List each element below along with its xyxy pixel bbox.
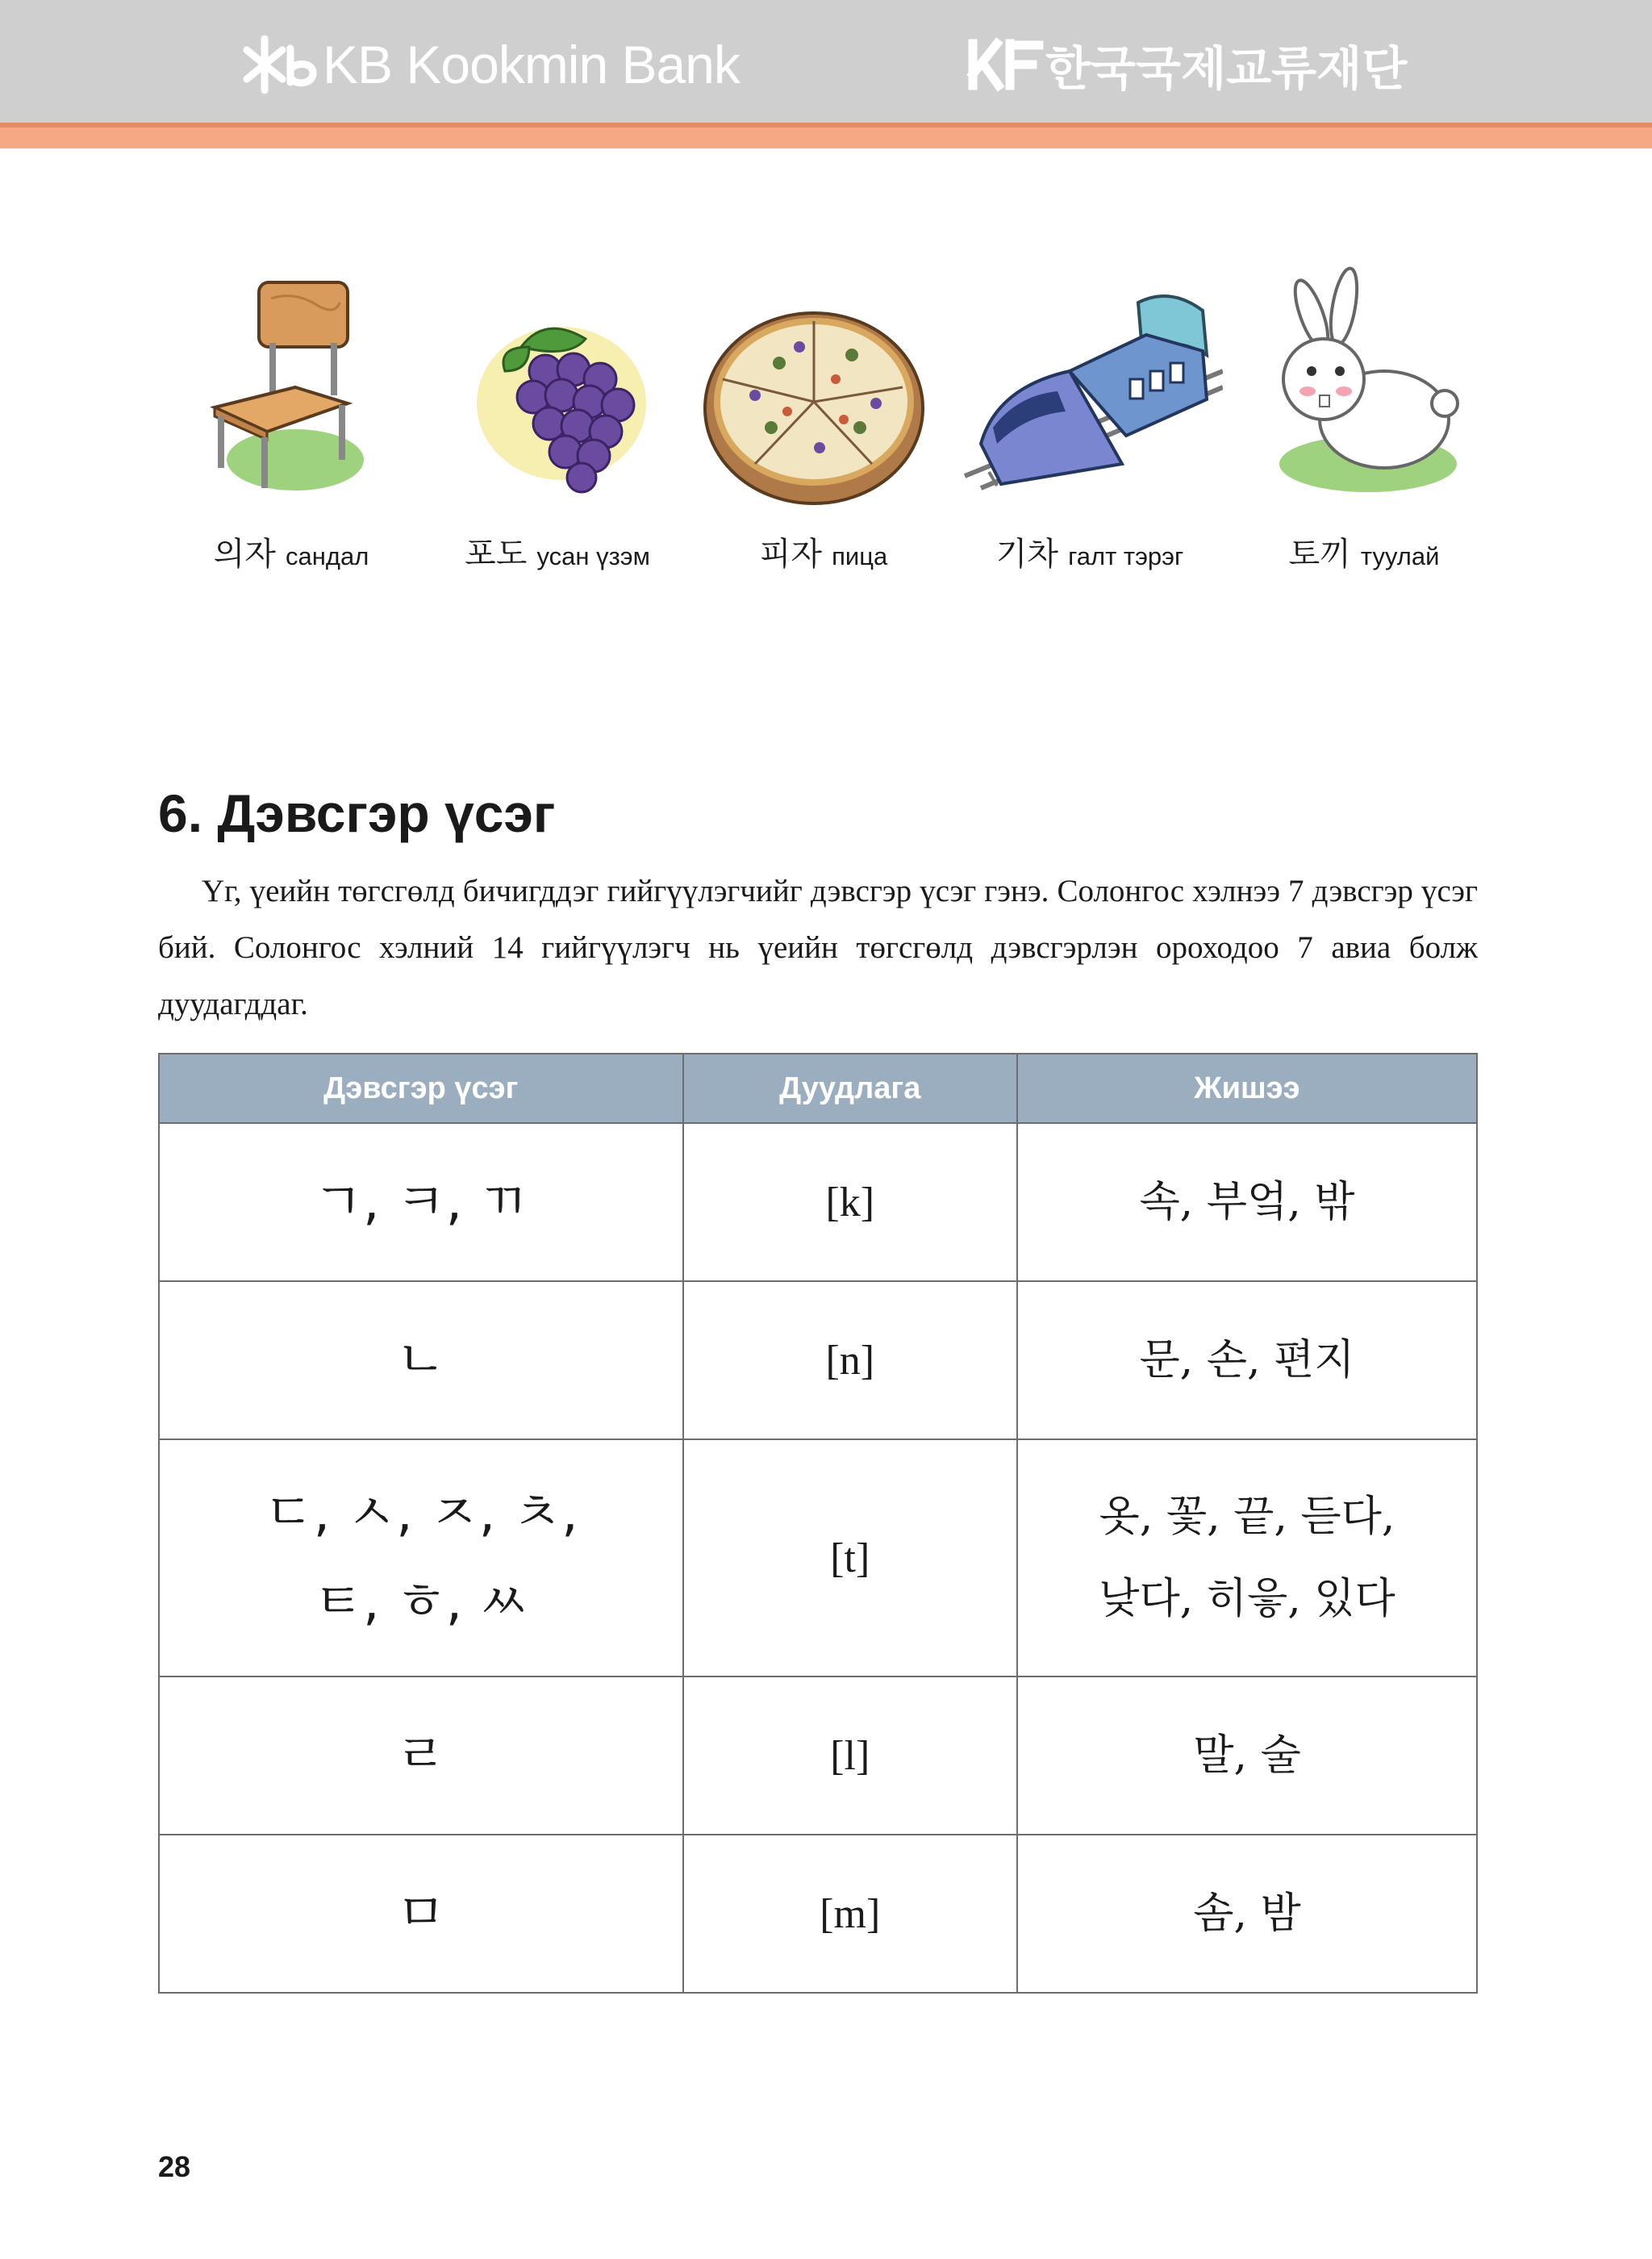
grapes-icon xyxy=(424,266,690,508)
korean-word: 포도 xyxy=(465,536,528,573)
vocabulary-illustrations xyxy=(158,266,1497,589)
rabbit-icon xyxy=(1231,266,1497,508)
korean-word: 피자 xyxy=(759,536,823,573)
final-consonants-table xyxy=(158,1053,1478,1994)
final-letters-line: ㅌ, ㅎ, ㅆ xyxy=(313,1572,529,1632)
illustration-item xyxy=(158,266,424,589)
column-header-examples: Жишээ xyxy=(1017,1054,1477,1123)
final-letters-cell: ㄱ, ㅋ, ㄲ xyxy=(159,1123,683,1281)
illustration-caption xyxy=(1231,528,1497,574)
final-letters-cell xyxy=(159,1439,683,1677)
table-header-row xyxy=(159,1054,1477,1123)
illustration-caption xyxy=(158,528,424,574)
pronunciation-cell: [k] xyxy=(683,1123,1017,1281)
column-header-letters: Дэвсгэр үсэг xyxy=(159,1054,683,1123)
pizza-icon xyxy=(690,266,957,508)
final-letters-cell: ㄴ xyxy=(159,1281,683,1439)
pronunciation-cell: [n] xyxy=(683,1281,1017,1439)
train-icon xyxy=(957,266,1223,508)
illustration-caption xyxy=(957,528,1223,574)
example-cell: 속, 부엌, 밖 xyxy=(1017,1123,1477,1281)
illustration-item xyxy=(690,266,957,589)
pronunciation-cell: [t] xyxy=(683,1439,1017,1677)
korean-word: 토끼 xyxy=(1288,536,1351,573)
illustration-caption xyxy=(690,528,957,574)
table-row xyxy=(159,1439,1477,1677)
table-row xyxy=(159,1835,1477,1993)
header-accent-line xyxy=(0,123,1652,127)
kb-brand-name: KB Kookmin Bank xyxy=(323,35,740,94)
kf-foundation-brand xyxy=(965,32,1407,97)
final-letters-cell: ㅁ xyxy=(159,1835,683,1993)
section-paragraph: Үг, үеийн төгсгөлд бичигддэг гийгүүлэгчийг дэвсгэр үсэг гэнэ. Солонгос хэлнээ 7 дэвсгэр үсэг бий. Солонгос хэлний 14 гийгүүлэгч нь үеийн төгсгөлд дэвсгэрлэн ороходоо 7 авиа болж дуудагддаг. xyxy=(158,874,1478,1021)
example-cell: 문, 손, 편지 xyxy=(1017,1281,1477,1439)
pronunciation-cell: [m] xyxy=(683,1835,1017,1993)
illustration-caption xyxy=(424,528,690,574)
illustration-item xyxy=(424,266,690,589)
table-row xyxy=(159,1123,1477,1281)
example-cell: 말, 술 xyxy=(1017,1677,1477,1835)
kf-logo-icon xyxy=(965,32,1045,97)
illustration-item xyxy=(1231,266,1497,589)
example-cell xyxy=(1017,1439,1477,1677)
kb-star-logo-icon xyxy=(242,32,323,97)
illustration-item xyxy=(957,266,1223,589)
final-letters-cell: ㄹ xyxy=(159,1677,683,1835)
mongolian-word: галт тэрэг xyxy=(1068,542,1184,570)
example-line: 낮다, 히읗, 있다 xyxy=(1099,1575,1395,1623)
column-header-pronunciation: Дуудлага xyxy=(683,1054,1017,1123)
section-title: 6. Дэвсгэр үсэг xyxy=(158,783,556,843)
kb-kookmin-brand xyxy=(242,32,740,97)
final-letters-line: ㄷ, ㅅ, ㅈ, ㅊ, xyxy=(263,1484,578,1543)
mongolian-word: пица xyxy=(832,542,888,570)
table-row xyxy=(159,1677,1477,1835)
example-line: 옷, 꽃, 끝, 듣다, xyxy=(1099,1493,1395,1541)
mongolian-word: туулай xyxy=(1360,542,1440,570)
mongolian-word: сандал xyxy=(286,542,369,570)
mongolian-word: усан үзэм xyxy=(536,542,650,570)
chair-icon xyxy=(158,266,424,508)
kf-brand-name: 한국국제교류재단 xyxy=(1045,41,1408,96)
pronunciation-cell: [l] xyxy=(683,1677,1017,1835)
korean-word: 기차 xyxy=(995,536,1059,573)
example-cell: 솜, 밤 xyxy=(1017,1835,1477,1993)
korean-word: 의자 xyxy=(213,536,276,573)
page-number: 28 xyxy=(158,2150,191,2183)
table-row xyxy=(159,1281,1477,1439)
